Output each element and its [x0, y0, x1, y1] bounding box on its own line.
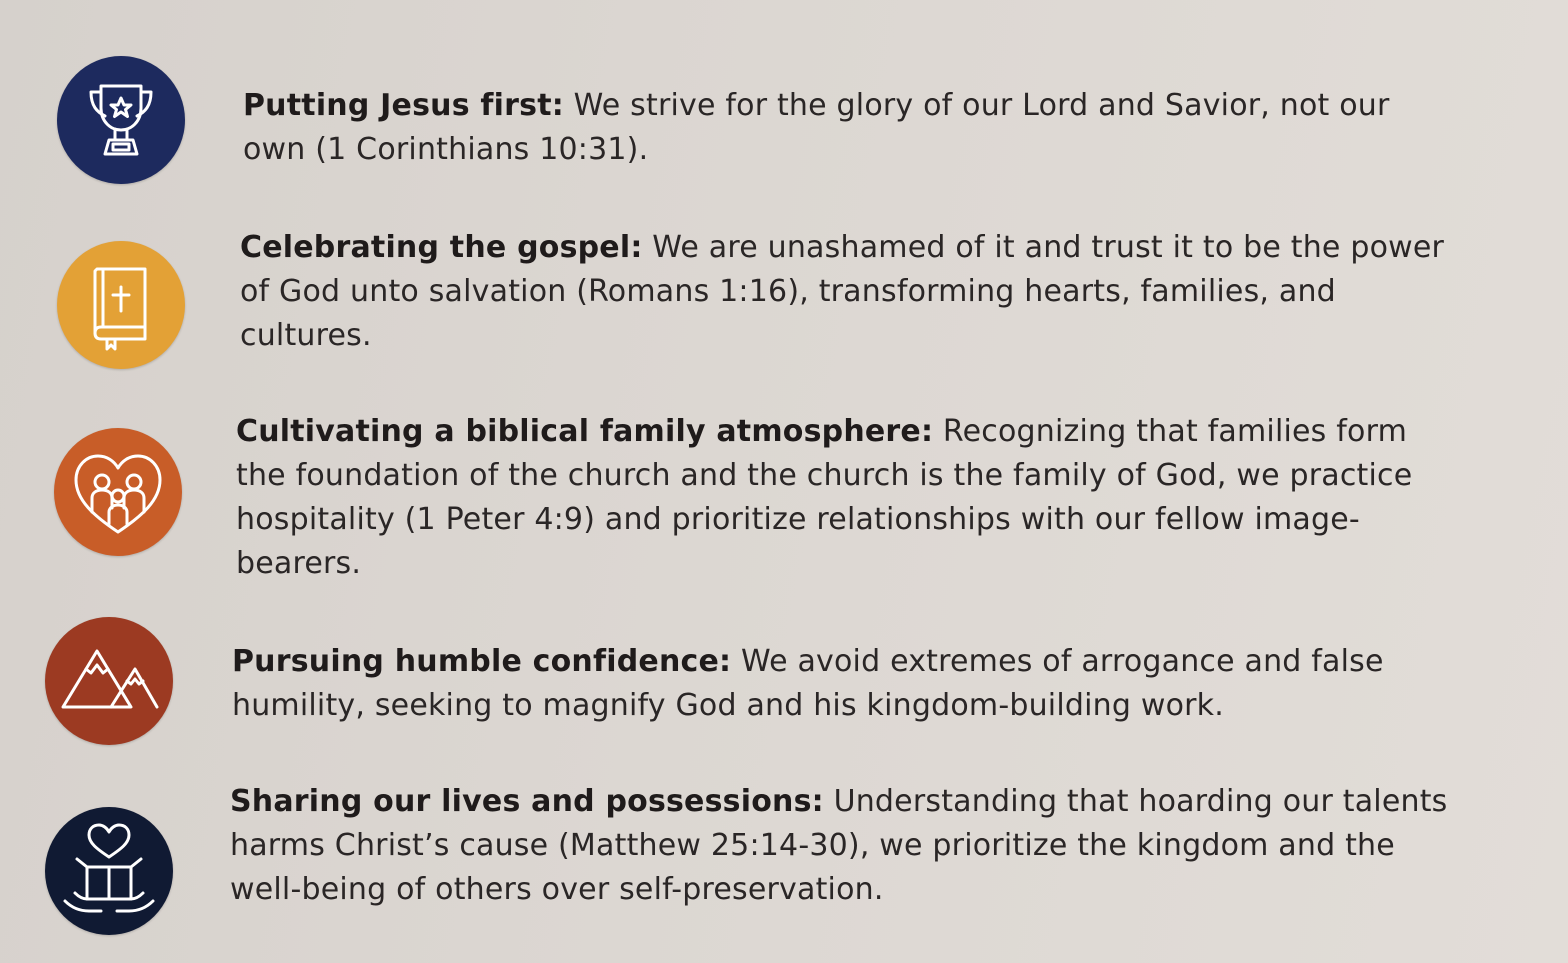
value-paragraph-jesus-first — [243, 84, 1423, 172]
value-paragraph-gospel — [240, 226, 1465, 358]
mountains-icon — [45, 617, 173, 745]
value-paragraph-sharing — [230, 780, 1450, 912]
family-heart-icon — [54, 428, 182, 556]
value-paragraph-family — [236, 410, 1426, 586]
open-box-heart-icon — [45, 807, 173, 935]
trophy-star-icon — [57, 56, 185, 184]
value-body-family: Recognizing that families form the foundation of the church and the church is the family of God, we practice hospitality (1 Peter 4:9) and prioritize relationships with our fellow image-bearers. — [236, 414, 1413, 581]
bible-cross-icon — [57, 241, 185, 369]
value-body-humble-confidence: We avoid extremes of arrogance and false humility, seeking to magnify God and his kingdom-building work. — [232, 644, 1384, 723]
value-title-family: Cultivating a biblical family atmosphere: — [236, 414, 934, 449]
value-body-gospel: We are unashamed of it and trust it to be the power of God unto salvation (Romans 1:16), transforming hearts, families, and cultures. — [240, 230, 1445, 353]
value-body-jesus-first: We strive for the glory of our Lord and Savior, not our own (1 Corinthians 10:31). — [243, 88, 1390, 167]
value-body-sharing: Understanding that hoarding our talents harms Christ’s cause (Matthew 25:14-30), we prioritize the kingdom and the well-being of others over self-preservation. — [230, 784, 1448, 907]
value-title-gospel: Celebrating the gospel: — [240, 230, 643, 265]
value-paragraph-humble-confidence — [232, 640, 1392, 728]
value-title-sharing: Sharing our lives and possessions: — [230, 784, 824, 819]
value-title-jesus-first: Putting Jesus first: — [243, 88, 564, 123]
value-title-humble-confidence: Pursuing humble confidence: — [232, 644, 732, 679]
